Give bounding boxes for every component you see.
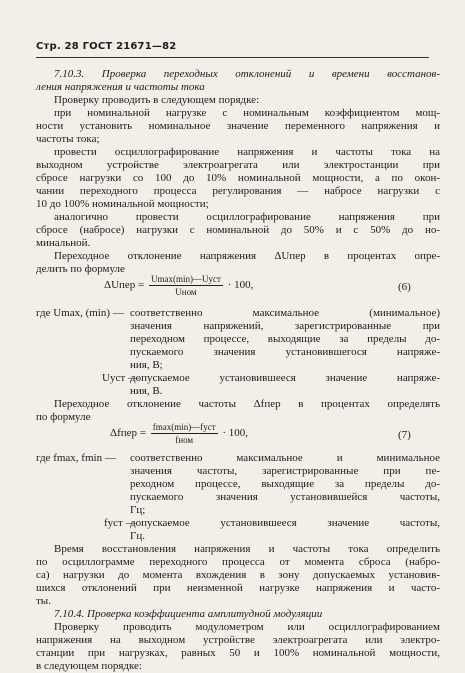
paragraph-line: при номинальной нагрузке с номинальным коэффициентом мощ- xyxy=(54,107,440,119)
paragraph-line: в следующем порядке: xyxy=(36,660,142,672)
formula-6-number: (6) xyxy=(398,281,411,293)
paragraph-line: выходном устройстве электроагрегата или электростанции при xyxy=(36,159,440,171)
definition-line: реходном процессе, выходящие за пределы до- xyxy=(130,478,440,490)
definition-line: переходном процессе, выходящие за пределы до- xyxy=(130,333,440,345)
paragraph-line: частоты тока; xyxy=(36,133,100,145)
where-label: fуст — xyxy=(104,517,137,529)
paragraph-line: шихся отклонений при неизменной нагрузке напряжения и часто- xyxy=(36,582,440,594)
definition-line: соответственно максимальное (минимальное) xyxy=(130,307,440,319)
paragraph-line: ности установить номинальное значение переменного напряжения и xyxy=(36,120,440,132)
formula-7-rhs: · 100, xyxy=(222,427,249,440)
paragraph-line: Переходное отклонение напряжения ΔUпер в процентах опре- xyxy=(54,250,440,262)
formula-6-denominator: Uном xyxy=(175,287,197,297)
paragraph-line: Проверку проводить модулометром или осциллографированием xyxy=(54,621,440,633)
where-label: где fmax, fmin — xyxy=(36,452,116,464)
definition-line: Гц; xyxy=(130,504,146,516)
paragraph-line: ты. xyxy=(36,595,51,607)
paragraph-line: Проверку проводить в следующем порядке: xyxy=(54,94,260,106)
definition-line: значения напряжений, зарегистрированные при xyxy=(130,320,440,332)
formula-7-numerator: fmax(min)—fуст xyxy=(152,422,216,432)
formula-7-number: (7) xyxy=(398,429,411,441)
paragraph-line: Время восстановления напряжения и частоты тока определить xyxy=(54,543,440,555)
formula-6 xyxy=(104,274,253,297)
formula-6-numerator: Umax(min)—Uуст xyxy=(151,274,221,284)
paragraph-line: напряжения на выходном устройстве электроагрегата или электро- xyxy=(36,634,440,646)
where-label: Uуст — xyxy=(102,372,139,384)
formula-6-lhs: ΔUпер = xyxy=(104,279,145,292)
formula-7-denominator: fном xyxy=(175,435,194,445)
paragraph-line: сбросе нагрузки со 100 до 10% номинальной мощности, а по окон- xyxy=(36,172,440,184)
definition-line: соответственно максимальное и минимальное xyxy=(130,452,440,464)
definition-line: пускаемого значения установившейся частоты, xyxy=(130,491,440,503)
paragraph-line: по формуле xyxy=(36,411,91,423)
header-rule xyxy=(36,57,429,58)
definition-line: пускаемого значения установившегося напряже- xyxy=(130,346,440,358)
formula-7-fraction xyxy=(151,422,218,445)
paragraph-line: са) нагрузки до момента вхождения в зону допускаемых установив- xyxy=(36,569,440,581)
paragraph-line: по осциллограмме переходного процесса от момента сброса (набро- xyxy=(36,556,440,568)
paragraph-line: провести осциллографирование напряжения и частоты тока на xyxy=(54,146,440,158)
definition-line: допускаемое установившееся значение напряже- xyxy=(130,372,440,384)
formula-7 xyxy=(110,422,248,445)
definition-line: ния, В. xyxy=(130,385,163,397)
formula-7-lhs: Δfпер = xyxy=(110,427,146,440)
section-7-10-4-title: 7.10.4. Проверка коэффициента амплитудной модуляции xyxy=(54,608,323,620)
definition-line: допускаемое установившееся значение частоты, xyxy=(130,517,440,529)
definition-line: ния, В; xyxy=(130,359,163,371)
section-7-10-3-title: 7.10.3. Проверка переходных отклонений и времени восстанов- xyxy=(54,68,440,80)
page-header: Стр. 28 ГОСТ 21671—82 xyxy=(36,41,177,52)
definition-line: Гц. xyxy=(130,530,145,542)
paragraph-line: станции при нагрузках, равных 50 и 100% номинальной мощности, xyxy=(36,647,440,659)
paragraph-line: минальной. xyxy=(36,237,91,249)
paragraph-line: Переходное отклонение частоты Δfпер в процентах определять xyxy=(54,398,440,410)
where-label: где Umax, (min) — xyxy=(36,307,124,319)
paragraph-line: аналогично провести осциллографирование напряжения при xyxy=(54,211,440,223)
formula-6-fraction xyxy=(149,274,223,297)
definition-line: значения частоты, зарегистрированные при пе- xyxy=(130,465,440,477)
paragraph-line: чании переходного процесса регулирования — набросе нагрузки с xyxy=(36,185,440,197)
paragraph-line: сбросе (набросе) нагрузки с номинальной до 50% и с 50% до но- xyxy=(36,224,440,236)
paragraph-line: 10 до 100% номинальной мощности; xyxy=(36,198,209,210)
paragraph-line: делить по формуле xyxy=(36,263,125,275)
formula-6-rhs: · 100, xyxy=(227,279,254,292)
section-7-10-3-title-cont: ления напряжения и частоты тока xyxy=(36,81,205,93)
